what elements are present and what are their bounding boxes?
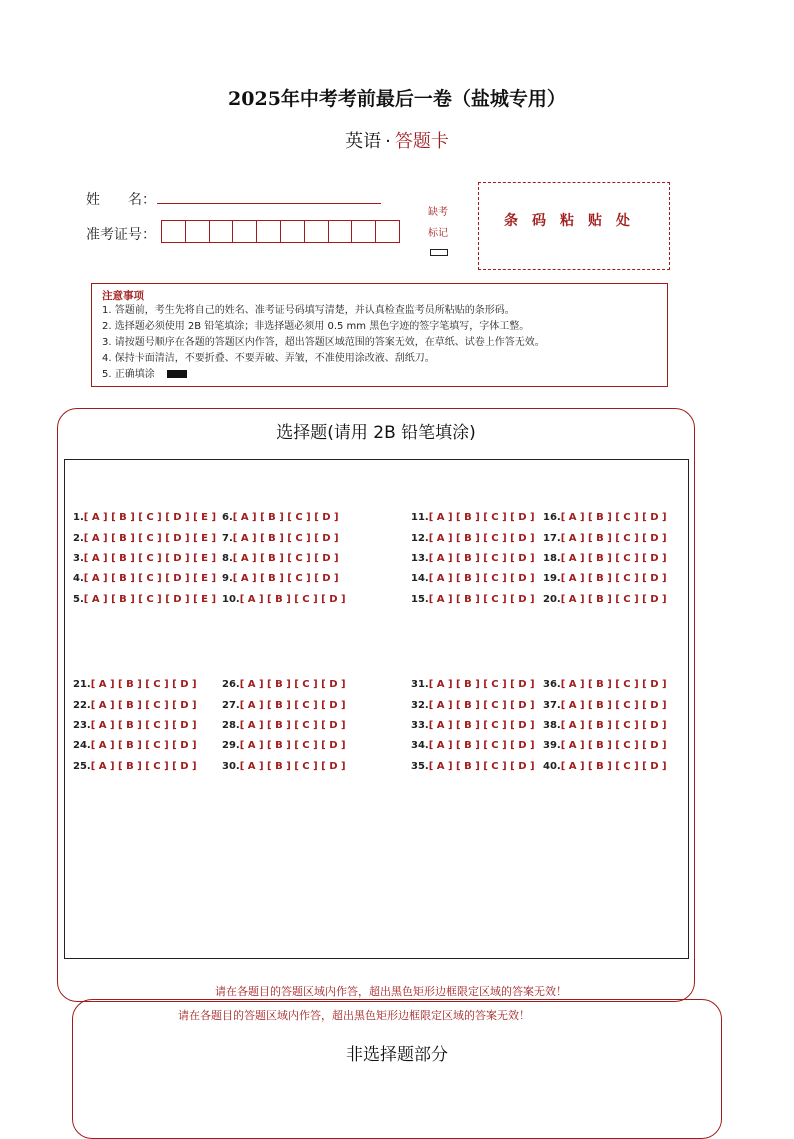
question-number: 40.	[543, 761, 561, 772]
question-item[interactable]	[411, 720, 535, 731]
question-number: 23.	[73, 720, 91, 731]
question-number: 26.	[222, 679, 240, 690]
answer-options[interactable]: [ A ] [ B ] [ C ] [ D ]	[239, 700, 346, 711]
answer-options[interactable]: [ A ] [ B ] [ C ] [ D ]	[560, 594, 667, 605]
absent-label-line2: 标记	[428, 228, 448, 239]
question-number: 8.	[222, 553, 233, 564]
choice-warning: 请在各题目的答题区域内作答，超出黑色矩形边框限定区域的答案无效！	[215, 985, 567, 998]
question-item[interactable]	[543, 553, 667, 564]
question-number: 6.	[222, 512, 233, 523]
question-item[interactable]	[73, 573, 216, 584]
question-item[interactable]	[222, 720, 346, 731]
card-subtitle	[0, 127, 794, 153]
answer-options[interactable]: [ A ] [ B ] [ C ] [ D ]	[90, 720, 197, 731]
question-number: 27.	[222, 700, 240, 711]
id-digit-box[interactable]	[186, 221, 210, 242]
answer-options[interactable]: [ A ] [ B ] [ C ] [ D ]	[90, 761, 197, 772]
question-item[interactable]	[543, 700, 667, 711]
question-item[interactable]	[411, 553, 535, 564]
id-digit-box[interactable]	[210, 221, 234, 242]
answer-options[interactable]: [ A ] [ B ] [ C ] [ D ]	[428, 740, 535, 751]
subtitle-separator: ·	[385, 131, 391, 152]
answer-options[interactable]: [ A ] [ B ] [ C ] [ D ]	[560, 679, 667, 690]
question-number: 25.	[73, 761, 91, 772]
answer-options[interactable]: [ A ] [ B ] [ C ] [ D ] [ E ]	[83, 512, 217, 523]
question-item[interactable]	[543, 573, 667, 584]
notes-item-fill-example	[102, 367, 657, 383]
question-item[interactable]	[73, 512, 216, 523]
question-number: 7.	[222, 533, 233, 544]
question-item[interactable]	[411, 700, 535, 711]
question-item[interactable]	[411, 512, 535, 523]
answer-options[interactable]: [ A ] [ B ] [ C ] [ D ]	[239, 761, 346, 772]
name-field[interactable]	[157, 203, 381, 204]
answer-options[interactable]: [ A ] [ B ] [ C ] [ D ]	[560, 720, 667, 731]
question-item[interactable]	[543, 679, 667, 690]
question-item[interactable]	[222, 553, 339, 564]
question-number: 33.	[411, 720, 429, 731]
id-digit-box[interactable]	[305, 221, 329, 242]
question-item[interactable]	[411, 679, 535, 690]
barcode-label: 条码粘贴处	[504, 213, 644, 229]
question-number: 31.	[411, 679, 429, 690]
answer-options[interactable]: [ A ] [ B ] [ C ] [ D ] [ E ]	[83, 594, 217, 605]
question-number: 12.	[411, 533, 429, 544]
answer-options[interactable]: [ A ] [ B ] [ C ] [ D ]	[560, 740, 667, 751]
question-number: 21.	[73, 679, 91, 690]
answer-options[interactable]: [ A ] [ B ] [ C ] [ D ]	[428, 573, 535, 584]
question-item[interactable]	[73, 553, 216, 564]
question-item[interactable]	[543, 740, 667, 751]
question-number: 19.	[543, 573, 561, 584]
notes-box	[91, 283, 668, 387]
notes-item: 2. 选择题必须使用 2B 铅笔填涂；非选择题必须用 0.5 mm 黑色字迹的签字笔填写，字体工整。	[102, 321, 530, 332]
question-item[interactable]	[543, 512, 667, 523]
answer-options[interactable]: [ A ] [ B ] [ C ] [ D ]	[239, 740, 346, 751]
question-number: 13.	[411, 553, 429, 564]
answer-options[interactable]: [ A ] [ B ] [ C ] [ D ]	[428, 720, 535, 731]
question-number: 20.	[543, 594, 561, 605]
question-number: 36.	[543, 679, 561, 690]
answer-options[interactable]: [ A ] [ B ] [ C ] [ D ]	[239, 679, 346, 690]
answer-options[interactable]: [ A ] [ B ] [ C ] [ D ]	[560, 761, 667, 772]
card-title: 2025年中考考前最后一卷（盐城专用）	[228, 88, 566, 110]
question-item[interactable]	[73, 594, 216, 605]
question-item[interactable]	[222, 573, 339, 584]
question-item[interactable]	[222, 533, 339, 544]
absent-mark-box[interactable]	[430, 249, 448, 256]
question-item[interactable]	[222, 700, 346, 711]
question-number: 9.	[222, 573, 233, 584]
answer-options[interactable]: [ A ] [ B ] [ C ] [ D ]	[428, 594, 535, 605]
question-item[interactable]	[222, 512, 339, 523]
question-item[interactable]	[222, 761, 346, 772]
answer-options[interactable]: [ A ] [ B ] [ C ] [ D ]	[560, 553, 667, 564]
question-number: 28.	[222, 720, 240, 731]
question-number: 16.	[543, 512, 561, 523]
id-digit-box[interactable]	[352, 221, 376, 242]
notes-item-text: 5. 正确填涂	[102, 369, 155, 380]
question-number: 5.	[73, 594, 84, 605]
question-number: 18.	[543, 553, 561, 564]
answer-options[interactable]: [ A ] [ B ] [ C ] [ D ]	[560, 573, 667, 584]
exam-id-boxes[interactable]	[161, 220, 400, 243]
answer-options[interactable]: [ A ] [ B ] [ C ] [ D ]	[232, 553, 339, 564]
id-digit-box[interactable]	[162, 221, 186, 242]
non-choice-section-title: 非选择题部分	[346, 1045, 448, 1065]
question-item[interactable]	[543, 533, 667, 544]
answer-options[interactable]: [ A ] [ B ] [ C ] [ D ]	[232, 573, 339, 584]
answer-options[interactable]: [ A ] [ B ] [ C ] [ D ]	[428, 700, 535, 711]
answer-card-label: 答题卡	[394, 131, 449, 152]
answer-options[interactable]: [ A ] [ B ] [ C ] [ D ]	[90, 679, 197, 690]
question-number: 2.	[73, 533, 84, 544]
id-digit-box[interactable]	[376, 221, 399, 242]
answer-options[interactable]: [ A ] [ B ] [ C ] [ D ]	[90, 700, 197, 711]
question-item[interactable]	[73, 761, 197, 772]
question-number: 34.	[411, 740, 429, 751]
question-item[interactable]	[222, 679, 346, 690]
question-item[interactable]	[411, 533, 535, 544]
question-number: 3.	[73, 553, 84, 564]
answer-options[interactable]: [ A ] [ B ] [ C ] [ D ] [ E ]	[83, 533, 217, 544]
question-number: 14.	[411, 573, 429, 584]
answer-options[interactable]: [ A ] [ B ] [ C ] [ D ]	[560, 700, 667, 711]
question-number: 35.	[411, 761, 429, 772]
question-item[interactable]	[543, 594, 667, 605]
question-item[interactable]	[411, 573, 535, 584]
question-item[interactable]	[73, 740, 197, 751]
question-number: 11.	[411, 512, 429, 523]
answer-options[interactable]: [ A ] [ B ] [ C ] [ D ]	[90, 740, 197, 751]
answer-options[interactable]: [ A ] [ B ] [ C ] [ D ] [ E ]	[83, 553, 217, 564]
question-item[interactable]	[411, 761, 535, 772]
question-number: 17.	[543, 533, 561, 544]
answer-options[interactable]: [ A ] [ B ] [ C ] [ D ]	[232, 533, 339, 544]
answer-options[interactable]: [ A ] [ B ] [ C ] [ D ]	[428, 533, 535, 544]
answer-options[interactable]: [ A ] [ B ] [ C ] [ D ]	[428, 679, 535, 690]
answer-options[interactable]: [ A ] [ B ] [ C ] [ D ]	[232, 512, 339, 523]
choice-section-title: 选择题(请用 2B 铅笔填涂)	[276, 423, 476, 443]
id-digit-box[interactable]	[257, 221, 281, 242]
notes-title: 注意事项	[102, 290, 144, 302]
id-digit-box[interactable]	[329, 221, 353, 242]
filled-bubble-sample	[167, 370, 187, 378]
question-item[interactable]	[543, 761, 667, 772]
subject-name: 英语	[345, 131, 382, 152]
answer-options[interactable]: [ A ] [ B ] [ C ] [ D ]	[428, 553, 535, 564]
answer-options[interactable]: [ A ] [ B ] [ C ] [ D ]	[560, 533, 667, 544]
non-choice-warning: 请在各题目的答题区域内作答，超出黑色矩形边框限定区域的答案无效！	[178, 1009, 530, 1022]
question-number: 29.	[222, 740, 240, 751]
question-item[interactable]	[73, 700, 197, 711]
question-item[interactable]	[73, 533, 216, 544]
name-label: 姓 名：	[86, 192, 156, 208]
question-number: 1.	[73, 512, 84, 523]
answer-options[interactable]: [ A ] [ B ] [ C ] [ D ]	[428, 761, 535, 772]
question-number: 38.	[543, 720, 561, 731]
answer-options[interactable]: [ A ] [ B ] [ C ] [ D ]	[239, 720, 346, 731]
exam-id-label: 准考证号：	[86, 227, 156, 243]
question-item[interactable]	[222, 740, 346, 751]
barcode-area	[478, 182, 670, 270]
id-digit-box[interactable]	[233, 221, 257, 242]
notes-item: 4. 保持卡面清洁，不要折叠、不要弄破、弄皱，不准使用涂改液、刮纸刀。	[102, 353, 435, 364]
answer-options[interactable]: [ A ] [ B ] [ C ] [ D ]	[239, 594, 346, 605]
question-item[interactable]	[73, 720, 197, 731]
answer-options[interactable]: [ A ] [ B ] [ C ] [ D ]	[428, 512, 535, 523]
notes-item: 1. 答题前，考生先将自己的姓名、准考证号码填写清楚，并认真检查监考员所粘贴的条形码。	[102, 305, 515, 316]
question-item[interactable]	[411, 594, 535, 605]
question-number: 22.	[73, 700, 91, 711]
question-number: 39.	[543, 740, 561, 751]
question-item[interactable]	[222, 594, 346, 605]
question-number: 24.	[73, 740, 91, 751]
question-item[interactable]	[73, 679, 197, 690]
question-number: 4.	[73, 573, 84, 584]
question-number: 15.	[411, 594, 429, 605]
question-number: 30.	[222, 761, 240, 772]
question-item[interactable]	[411, 740, 535, 751]
absent-label-line1: 缺考	[428, 207, 448, 218]
notes-item: 3. 请按题号顺序在各题的答题区内作答，超出答题区域范围的答案无效，在草纸、试卷上作答无效。	[102, 337, 545, 348]
question-number: 10.	[222, 594, 240, 605]
question-item[interactable]	[543, 720, 667, 731]
question-number: 32.	[411, 700, 429, 711]
question-number: 37.	[543, 700, 561, 711]
id-digit-box[interactable]	[281, 221, 305, 242]
answer-options[interactable]: [ A ] [ B ] [ C ] [ D ] [ E ]	[83, 573, 217, 584]
answer-options[interactable]: [ A ] [ B ] [ C ] [ D ]	[560, 512, 667, 523]
